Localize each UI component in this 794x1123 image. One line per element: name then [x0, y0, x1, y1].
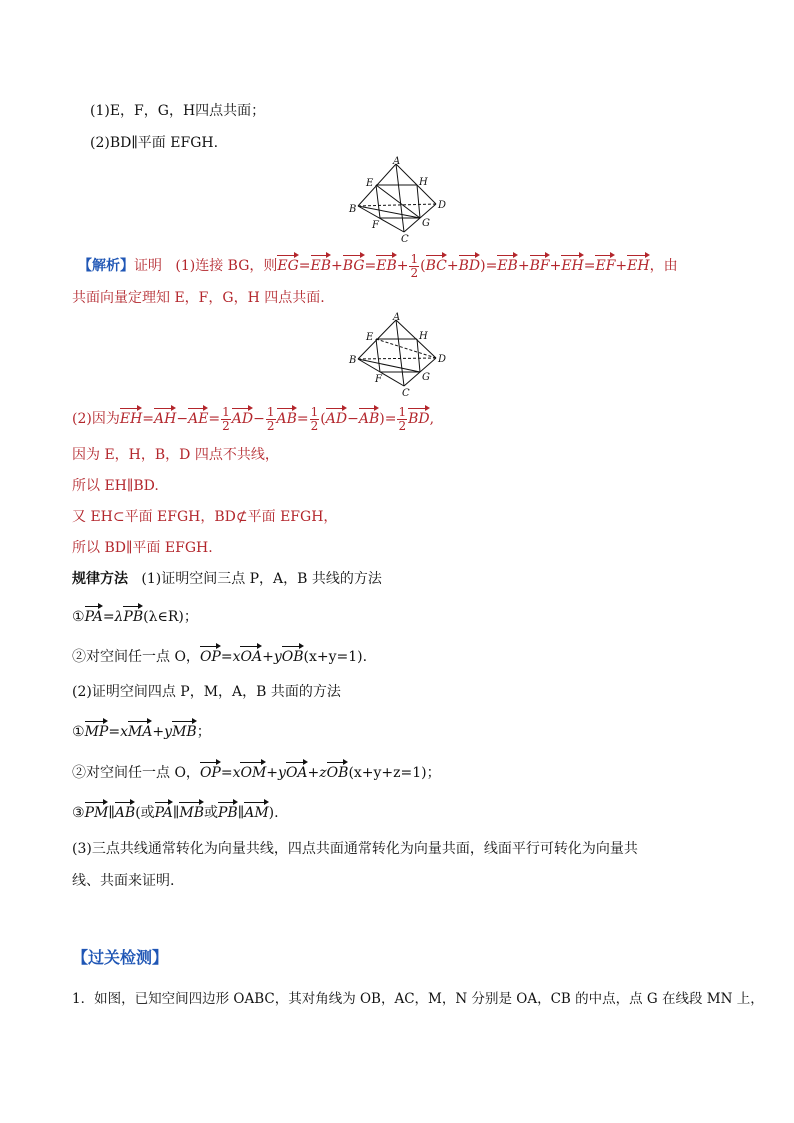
question-1: 1．如图，已知空间四边形 OABC，其对角线为 OB，AC，M，N 分别是 OA，CB 的中点，点 G 在线段 MN 上，: [72, 991, 764, 1007]
vertex-label: D: [438, 200, 447, 211]
method-line-8: (3)三点共线通常转化为向量共线，四点共面通常转化为向量共面，线面平行可转化为向量共: [72, 841, 638, 857]
solution-line-2: 共面向量定理知 E，F，G，H 四点共面.: [72, 290, 325, 306]
method-title: 规律方法: [72, 571, 128, 587]
method-line-9: 线、共面来证明.: [72, 873, 175, 889]
method-line-2: ①PA=λPB(λ∈R)；: [72, 603, 198, 627]
proof-word: 证明: [134, 258, 162, 274]
problem-item-1: (1)E，F，G，H四点共面；: [90, 103, 266, 119]
vertex-label: A: [393, 312, 401, 323]
method-line-1: 规律方法 (1)证明空间三点 P，A，B 共线的方法: [72, 571, 382, 587]
vertex-label: G: [422, 218, 430, 229]
vertex-label: B: [349, 204, 357, 215]
vertex-label: G: [422, 372, 430, 383]
vertex-label: D: [438, 354, 447, 365]
section-title: 【过关检测】: [72, 948, 169, 967]
solution-line-3: (2)因为EH=AH−AE= $\frac{1}{2}$ AD− $\frac{1}{2}$ AB= $\frac{1}{2}$ (AD−AB)= $\frac{1}{2}$ BD,: [72, 404, 435, 433]
problem-item-2: (2)BD∥平面 EFGH.: [90, 135, 219, 151]
vertex-label: H: [419, 177, 428, 188]
vertex-label: B: [349, 355, 357, 366]
tetrahedron-figure-1: [346, 156, 450, 242]
solution-tag: 【解析】: [78, 258, 134, 274]
solution-line-7: 所以 BD∥平面 EFGH.: [72, 540, 213, 556]
vertex-label: C: [402, 388, 410, 398]
method-line-6: ②对空间任一点 O，OP=xOM+yOA+zOB(x+y+z=1)；: [72, 759, 441, 783]
solution-line-6: 又 EH⊂平面 EFGH，BD⊄平面 EFGH，: [72, 509, 338, 525]
vertex-label: C: [401, 234, 409, 242]
vertex-label: F: [375, 374, 382, 385]
method-line-7: ③PM∥AB(或PA∥MB或PB∥AM).: [72, 799, 279, 823]
vertex-label: F: [372, 220, 379, 231]
vertex-label: E: [366, 332, 374, 343]
method-line-5: ①MP=xMA+yMB；: [72, 718, 211, 742]
vertex-label: H: [419, 331, 428, 342]
method-line-3: ②对空间任一点 O，OP=xOA+yOB(x+y=1).: [72, 643, 367, 667]
solution-line-1: 【解析】证明 (1)连接 BG，则EG=EB+BG=EB+ $\frac{1}{2}$ (BC+BD)=EB+BF+EH=EF+EH，由: [78, 251, 678, 280]
solution-line-5: 所以 EH∥BD.: [72, 478, 159, 494]
vertex-label: E: [366, 178, 374, 189]
method-line-4: (2)证明空间四点 P，M，A，B 共面的方法: [72, 684, 341, 700]
tetrahedron-figure-2: [346, 312, 450, 398]
vertex-label: A: [393, 156, 401, 167]
solution-line-4: 因为 E，H，B，D 四点不共线，: [72, 447, 279, 463]
